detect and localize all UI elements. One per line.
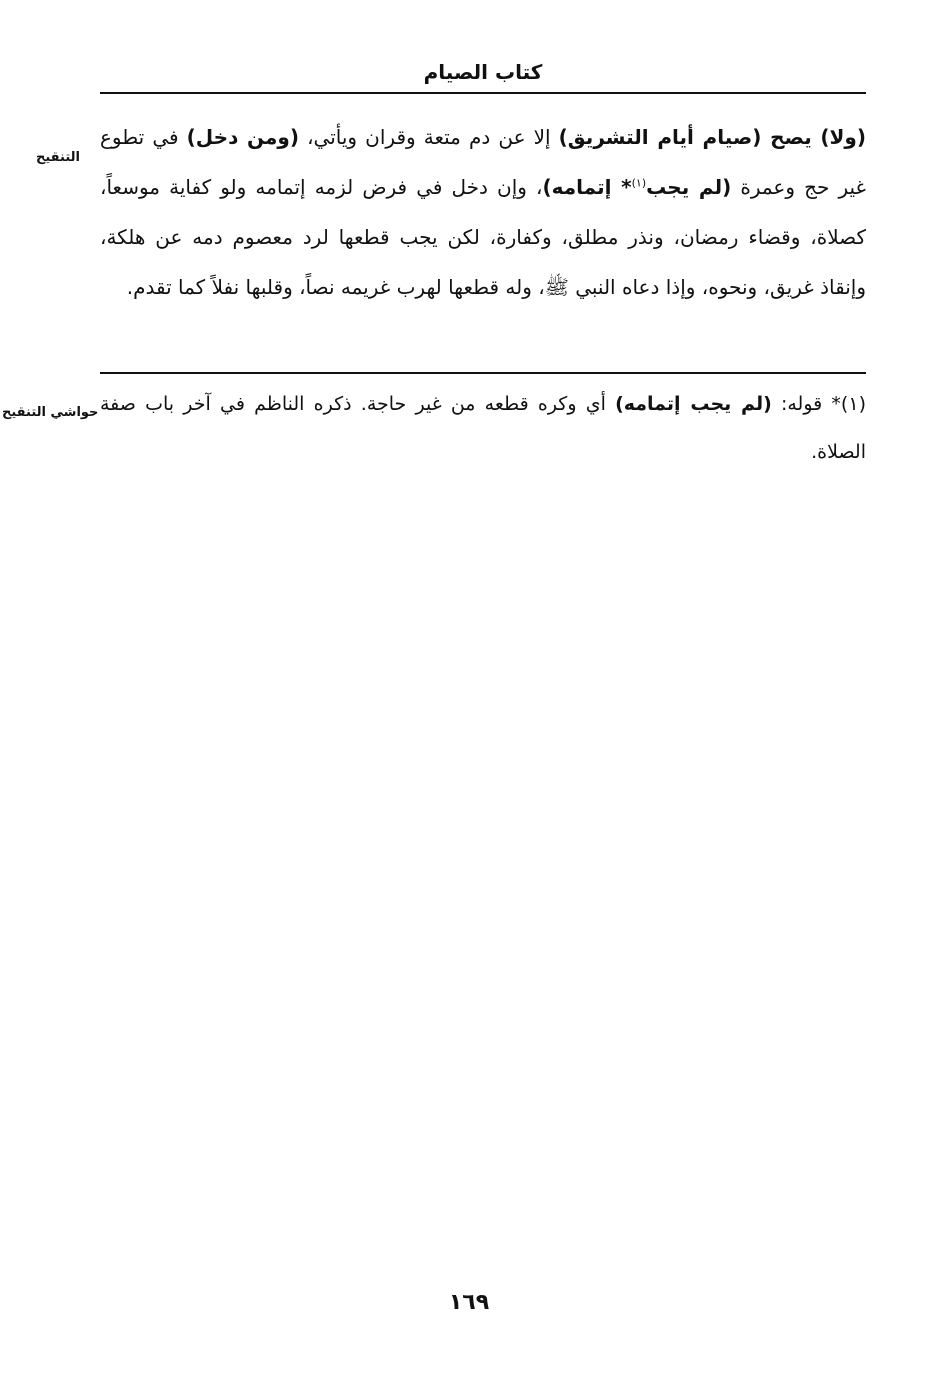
page-number: ١٦٩ [448, 1290, 490, 1315]
main-text-paragraph [100, 112, 866, 312]
main-text-plain-2: في تطوع غير حج وعمرة [100, 125, 866, 199]
footnote-paragraph [100, 380, 866, 476]
footnote-rule [100, 372, 866, 374]
main-text-bold-3: (ومن دخل) [186, 125, 299, 149]
main-text-bold-1: (ولا) يصح [761, 125, 866, 149]
main-text-bold-5: * إتمامه) [542, 175, 632, 199]
margin-label-tanqih: التنقيح [36, 150, 80, 165]
footnote-marker: (١)* قوله: [771, 393, 866, 415]
page-header-title: كتاب الصيام [423, 60, 543, 84]
margin-label-hawashi: حواشي التنقيح [2, 405, 99, 420]
main-text-bold-2: (صيام أيام التشريق) [558, 125, 762, 149]
footnote-reference: (١) [631, 176, 647, 190]
main-text-bold-4: (لم يجب [646, 175, 732, 199]
main-text-plain-1: إلا عن دم متعة وقران ويأتي، [298, 125, 559, 149]
main-text-plain-3: ، وإن دخل في فرض لزمه إتمامه ولو كفاية موسعاً، كصلاة، وقضاء رمضان، ونذر مطلق، وكفارة، لكن يجب قطعها لرد معصوم دمه عن هلكة، وإنقاذ غريق، ونحوه، وإذا دعاه النبي ﷺ، وله قطعها لهرب غريمه نصاً، وقلبها نفلاً كما تقدم. [100, 175, 866, 299]
header-rule [100, 92, 866, 94]
footnote-quote: (لم يجب إتمامه) [615, 393, 772, 415]
footnote-body: أي وكره قطعه من غير حاجة. ذكره الناظم في آخر باب صفة الصلاة. [100, 393, 866, 463]
